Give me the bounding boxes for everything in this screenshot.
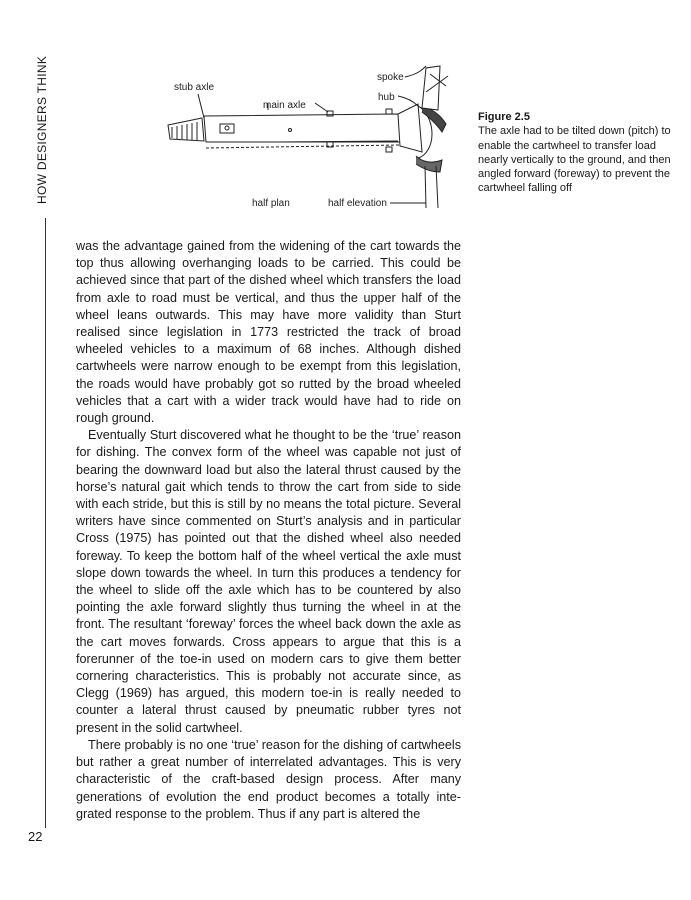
paragraph: Eventually Sturt discovered what he thought to be the ‘true’ reason for dishing. The convex form of the wheel was capable not just of bearing the downward load but also the lateral thrust caused by the horse’s natural gait which tends to throw the cart from side to side with each stride, but this is still by no means the total picture. Several writers have since commented on Sturt’s analysis and in particular Cross (1975) has pointed out that the dished wheel also needed foreway. To keep the bottom half of the wheel vertical the axle must slope down towards the wheel. In turn this produces a tendency for the wheel to slide off the axle which has to be countered by also pointing the axle forward slightly thus turning the wheel in at the front. The resultant ‘foreway’ forces the wheel back down the axle as the cart moves forwards. Cross appears to argue that this is a forerunner of the toe-in used on modern cars to give them better cornering characteristics. This is probably not accurate since, as Clegg (1969) has argued, this modern toe-in is really needed to counter a lateral thrust caused by pneumatic rubber tyres not present in the solid cartwheel. xyxy=(76,428,461,735)
axle-diagram xyxy=(160,62,450,222)
hub-shape xyxy=(398,104,422,152)
stub-axle-shape xyxy=(168,118,204,141)
body-text xyxy=(76,238,461,823)
figure-caption-title: Figure 2.5 xyxy=(478,111,530,123)
margin-rule xyxy=(45,218,46,828)
label-half-plan: half plan xyxy=(252,198,290,209)
label-half-elevation: half elevation xyxy=(328,198,387,209)
figure-caption xyxy=(478,110,678,196)
page-number: 22 xyxy=(28,829,43,844)
paragraph: was the advantage gained from the widening of the cart towards the top thus allowing overhanging loads to be carried. This could be achieved since that part of the dished wheel which transfers the load from axle to road must be vertical, and thus the upper half of the wheel leans outwards. This may have more validity than Sturt realised since legislation in 1773 restricted the track of broad wheeled vehicles to a maximum of 68 inches. Although dished cartwheels were narrow enough to be exempt from this legislation, the roads would have probably got so rutted by the broad wheeled vehicles that a cart with a wider track would have had to ride on rough ground. xyxy=(76,239,461,426)
label-hub: hub xyxy=(378,92,395,103)
running-head-text: HOW DESIGNERS THINK xyxy=(35,55,49,204)
label-spoke: spoke xyxy=(377,72,404,83)
label-stub-axle: stub axle xyxy=(174,82,215,93)
paragraph: There probably is no one ‘true’ reason for the dishing of cartwheels but rather a great number of interrelated advantages. This is very characteristic of the craft-based design process. After many generations of evolution the end product becomes a totally integrated response to the problem. Thus if any part is altered the xyxy=(76,737,461,821)
figure-caption-text: The axle had to be tilted down (pitch) to enable the cartwheel to transfer load nearly vertically to the ground, and then angled forward (foreway) to prevent the cartwheel falling off xyxy=(478,125,671,195)
running-head xyxy=(26,55,49,204)
label-main-axle: main axle xyxy=(263,100,306,111)
